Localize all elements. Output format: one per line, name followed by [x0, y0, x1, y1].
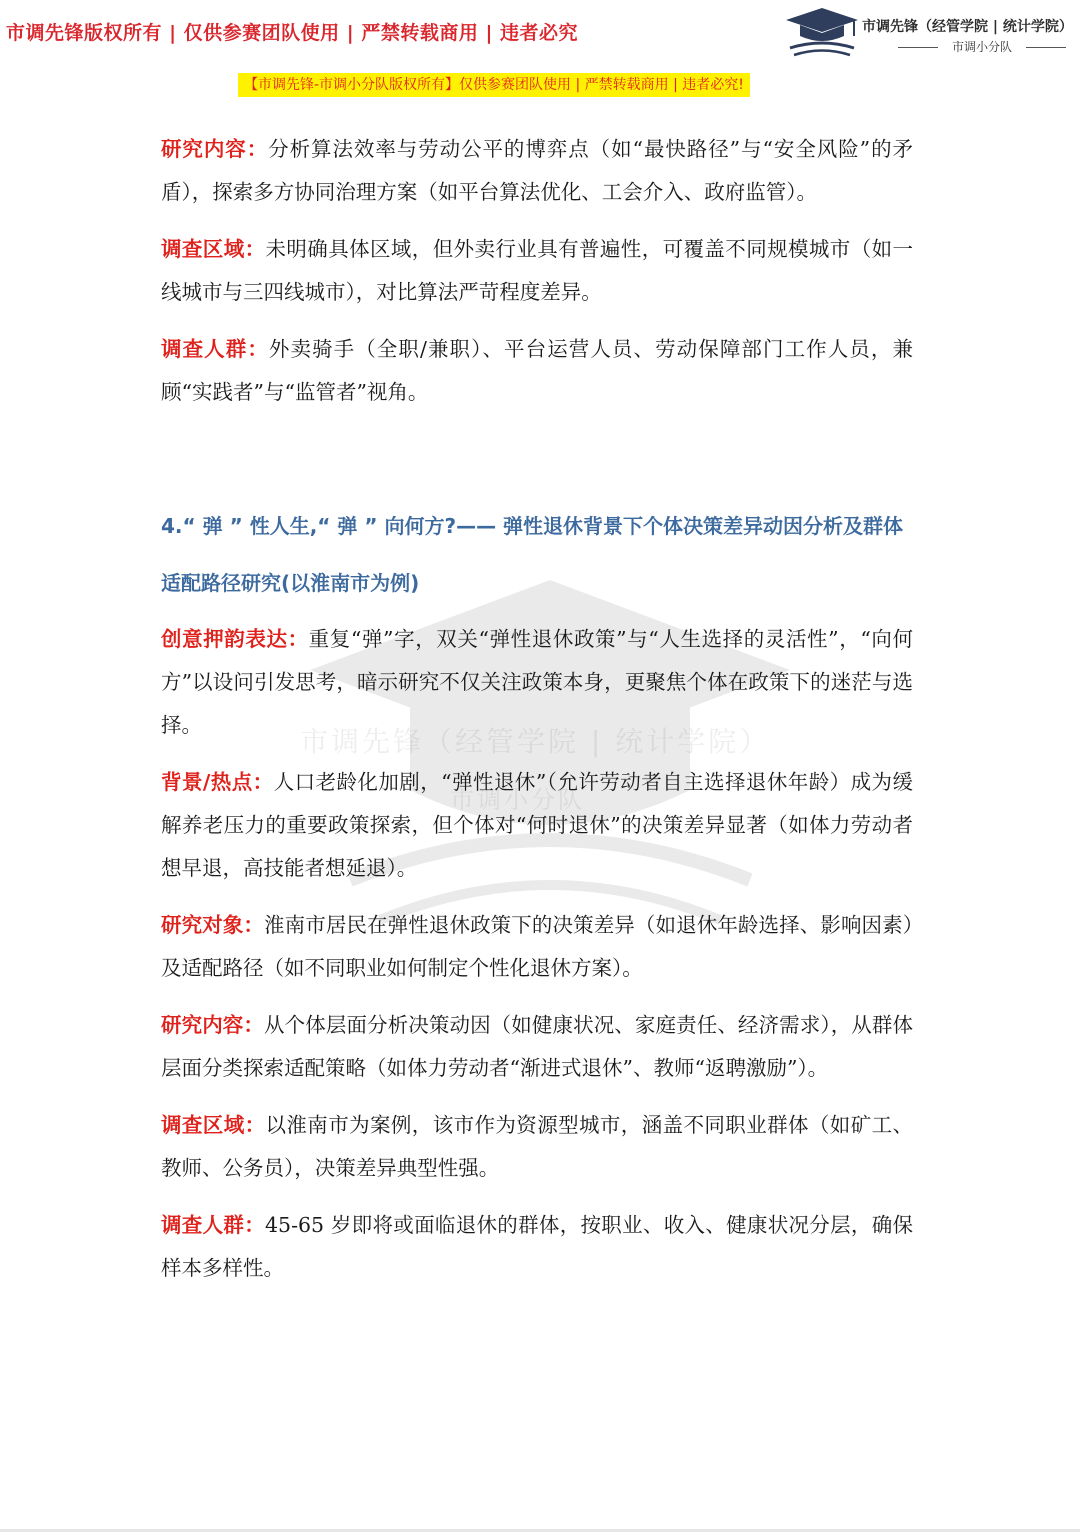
paragraph-research-object: [161, 904, 913, 990]
label: 调查人群：: [161, 337, 269, 361]
label: 研究内容：: [161, 1013, 265, 1037]
label: 调查区域：: [161, 1113, 266, 1137]
paragraph-research-content: [161, 128, 913, 214]
label: 研究对象：: [161, 913, 265, 937]
section-title: 4.“ 弹 ” 性人生,“ 弹 ” 向何方?—— 弹性退休背景下个体决策差异动因分析及群体适配路径研究(以淮南市为例): [161, 514, 904, 595]
label: 调查人群：: [161, 1213, 265, 1237]
watermark-text: 市调先锋（经管学院 | 统计学院）: [300, 725, 771, 758]
paragraph-text: 从个体层面分析决策动因（如健康状况、家庭责任、经济需求），从群体层面分类探索适配策略（如体力劳动者“渐进式退休”、教师“返聘激励”）。: [161, 1013, 914, 1080]
paragraph-research-content-2: [161, 1004, 913, 1090]
paragraph-survey-area-2: [161, 1104, 913, 1190]
paragraph-creative-expression: [161, 618, 913, 747]
paragraph-text: 重复“弹”字，双关“弹性退休政策”与“人生选择的灵活性”，“向何方”以设问引发思考，暗示研究不仅关注政策本身，更聚焦个体在政策下的迷茫与选择。: [161, 627, 913, 737]
paragraph-text: 人口老龄化加剧，“弹性退休”（允许劳动者自主选择退休年龄）成为缓解养老压力的重要政策探索，但个体对“何时退休”的决策差异显著（如体力劳动者想早退，高技能者想延退）。: [161, 770, 913, 880]
page-header: [0, 0, 1080, 64]
paragraph-background: [161, 761, 913, 890]
paragraph-survey-population-2: [161, 1204, 913, 1290]
brand-block: [782, 4, 1077, 64]
brand-name: 市调先锋（经管学院 | 统计学院）: [862, 19, 1073, 35]
paragraph-text: 淮南市居民在弹性退休政策下的决策差异（如退休年龄选择、影响因素）及适配路径（如不同职业如何制定个性化退休方案）。: [161, 913, 914, 980]
paragraph-text: 以淮南市为案例，该市作为资源型城市，涵盖不同职业群体（如矿工、教师、公务员），决策差异典型性强。: [161, 1113, 913, 1180]
label: 创意押韵表达：: [161, 627, 309, 651]
paragraph-text: 分析算法效率与劳动公平的博弈点（如“最快路径”与“安全风险”的矛盾），探索多方协同治理方案（如平台算法优化、工会介入、政府监管）。: [161, 137, 914, 204]
paragraph-text: 未明确具体区域，但外卖行业具有普遍性，可覆盖不同规模城市（如一线城市与三四线城市），对比算法严苛程度差异。: [161, 237, 913, 304]
graduation-cap-logo-icon: [782, 4, 862, 62]
brand-subtitle: 市调小分队: [892, 38, 1072, 55]
label: 调查区域：: [161, 237, 266, 261]
paragraph-survey-population: [161, 328, 913, 414]
paragraph-survey-area: [161, 228, 913, 314]
paragraph-text: 外卖骑手（全职/兼职）、平台运营人员、劳动保障部门工作人员，兼顾“实践者”与“监管者”视角。: [161, 337, 913, 404]
label: 背景/热点：: [161, 770, 274, 794]
paragraph-text: 45-65 岁即将或面临退休的群体，按职业、收入、健康状况分层，确保样本多样性。: [161, 1213, 913, 1280]
copyright-warning: 市调先锋版权所有 | 仅供参赛团队使用 | 严禁转载商用 | 违者必究: [6, 22, 579, 44]
label: 研究内容：: [161, 137, 269, 161]
copyright-banner: 【市调先锋-市调小分队版权所有】仅供参赛团队使用 | 严禁转载商用 | 违者必究!: [238, 73, 750, 97]
watermark-subtext: 市调小分队: [450, 786, 585, 814]
document-body: [161, 128, 913, 1304]
